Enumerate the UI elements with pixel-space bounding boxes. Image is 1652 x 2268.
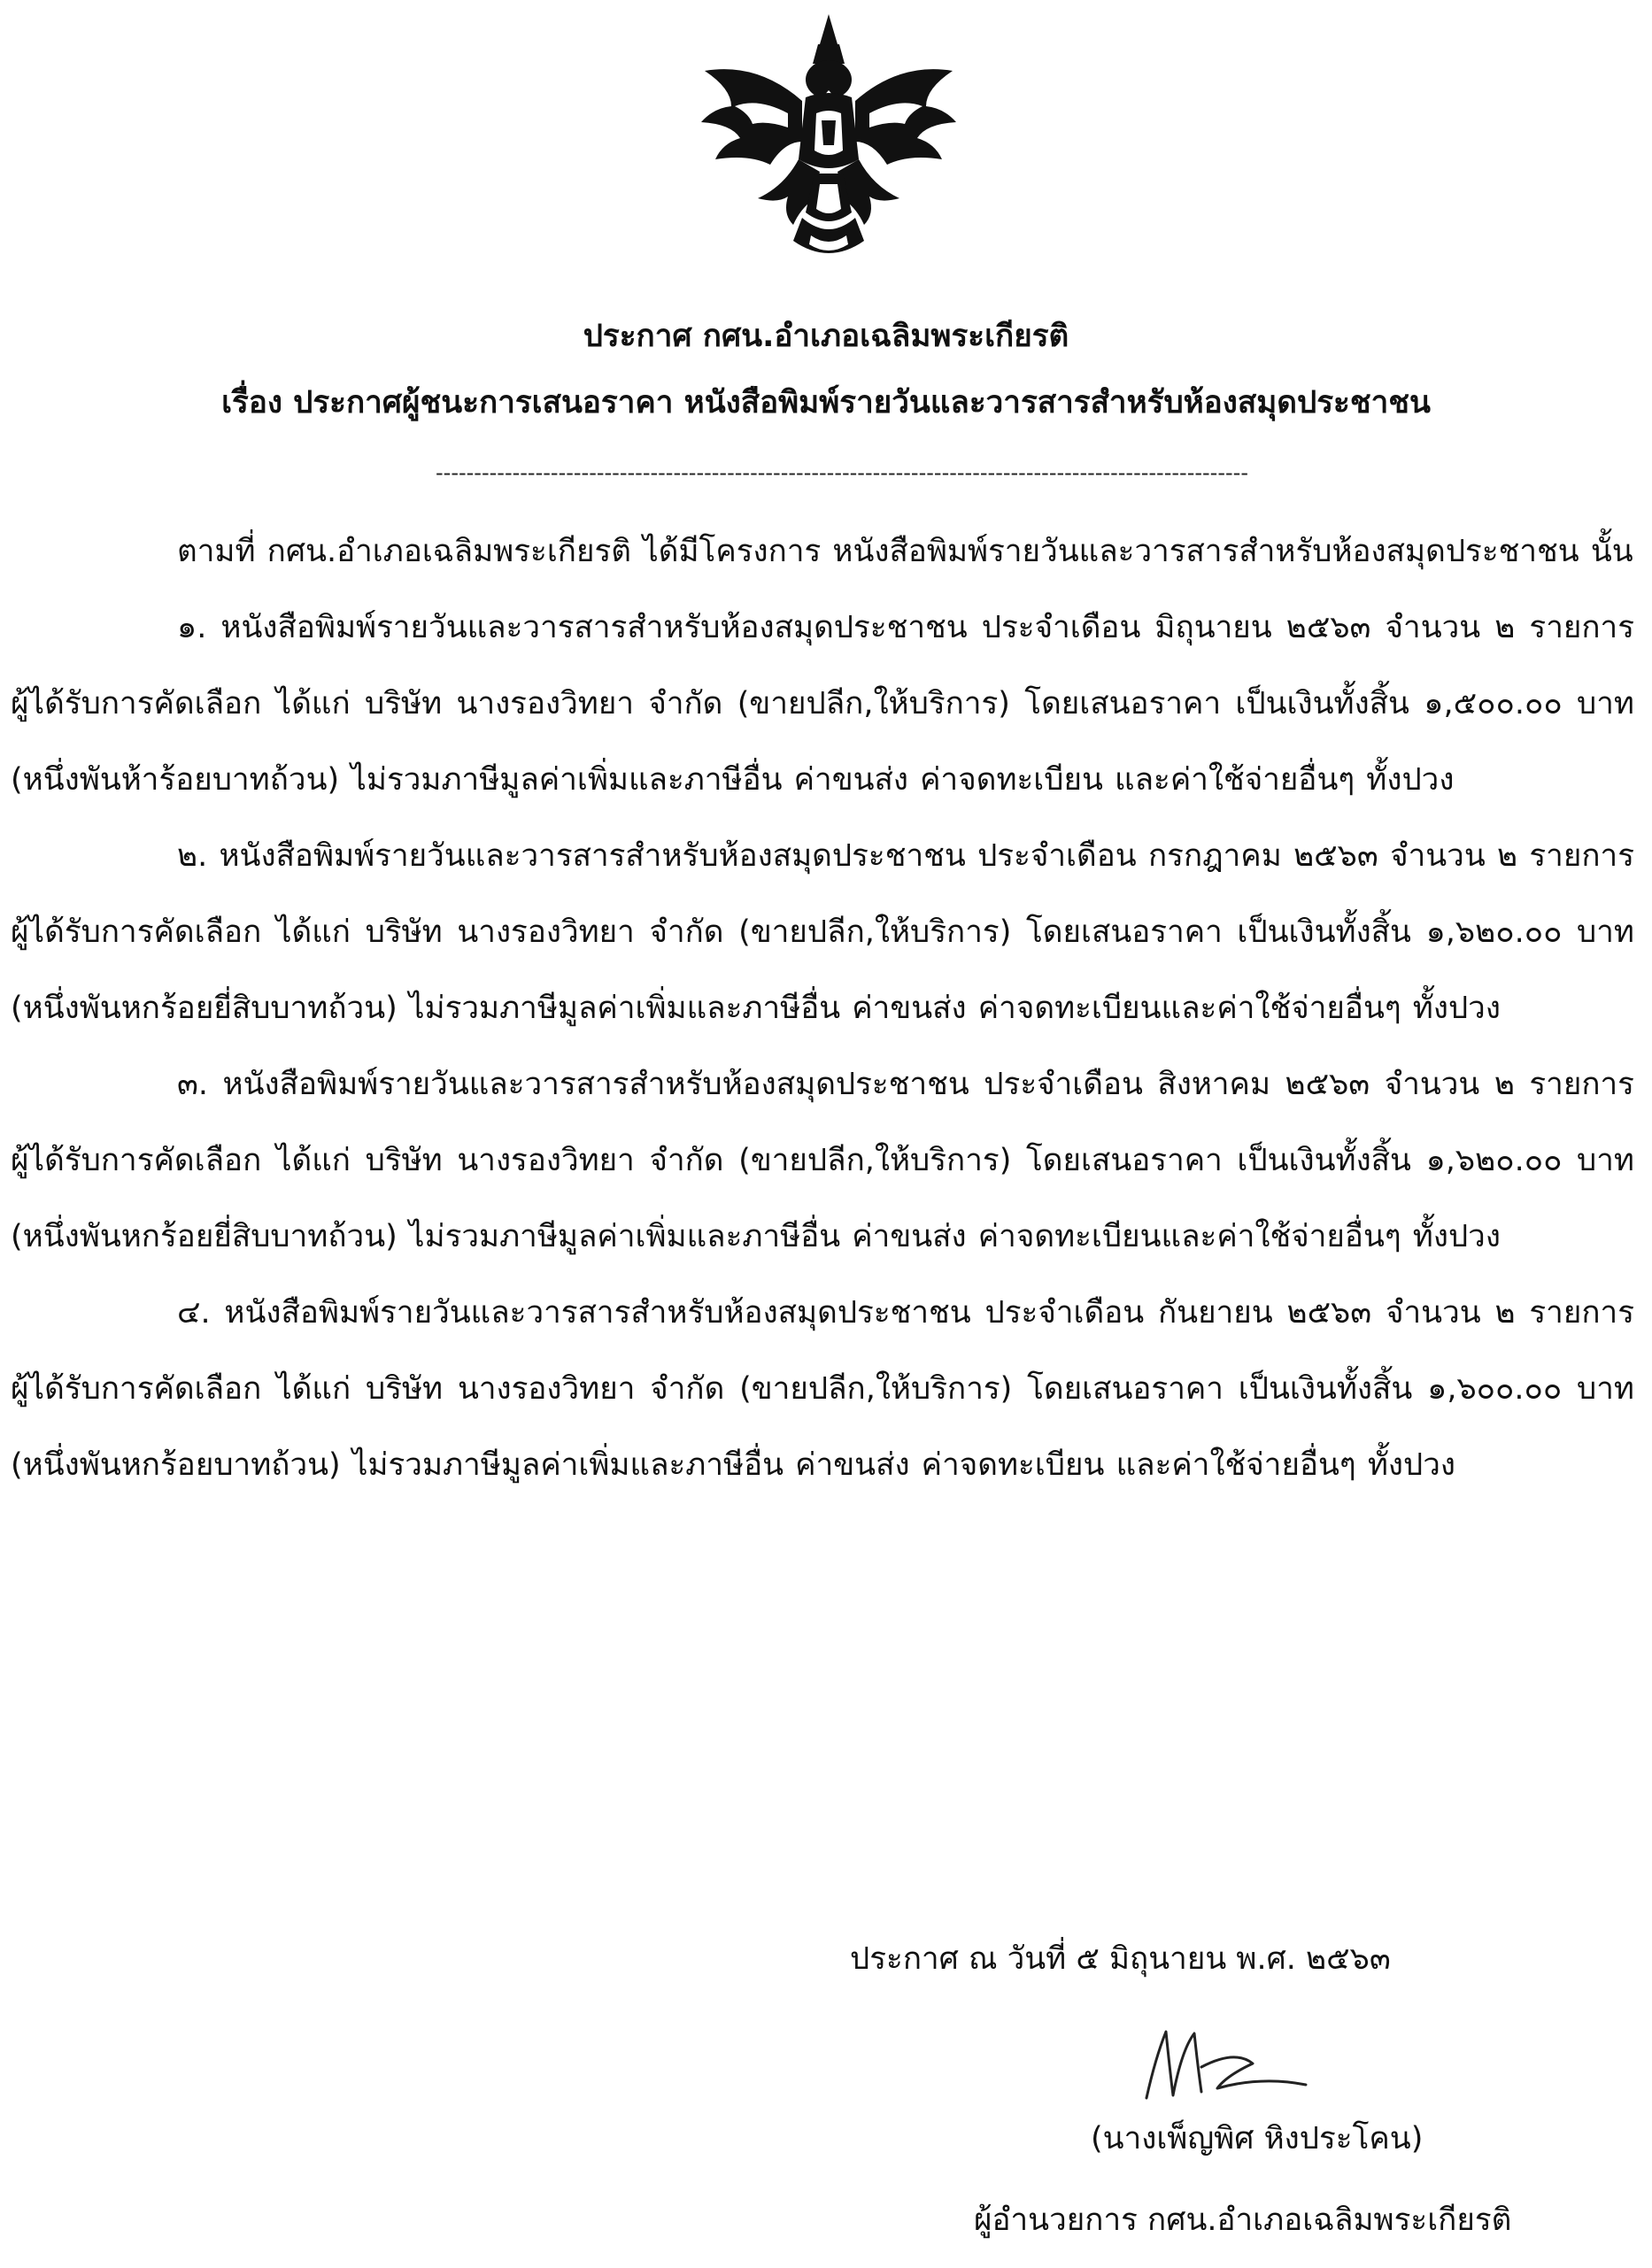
announcement-subject: เรื่อง ประกาศผู้ชนะการเสนอราคา หนังสือพิมพ์รายวันและวารสารสำหรับห้องสมุดประชาชน: [221, 385, 1431, 420]
signer-name: (นางเพ็ญพิศ หิงประโคน): [1091, 2121, 1424, 2156]
item-paragraph-1: ๑. หนังสือพิมพ์รายวันและวารสารสำหรับห้องสมุดประชาชน ประจำเดือน มิถุนายน ๒๕๖๓ จำนวน ๒ รายการ ผู้ได้รับการคัดเลือก ได้แก่ บริษัท นางรองวิทยา จำกัด (ขายปลีก,ให้บริการ) โดยเสนอราคา เป็นเงินทั้งสิ้น ๑,๕๐๐.๐๐ บาท (หนึ่งพันห้าร้อยบาทถ้วน) ไม่รวมภาษีมูลค่าเพิ่มและภาษีอื่น ค่าขนส่ง ค่าจดทะเบียน และค่าใช้จ่ายอื่นๆ ทั้งปวง: [11, 610, 1634, 798]
handwritten-signature: [1120, 2014, 1332, 2111]
item-paragraph-4: ๔. หนังสือพิมพ์รายวันและวารสารสำหรับห้องสมุดประชาชน ประจำเดือน กันยายน ๒๕๖๓ จำนวน ๒ รายการ ผู้ได้รับการคัดเลือก ได้แก่ บริษัท นางรองวิทยา จำกัด (ขายปลีก,ให้บริการ) โดยเสนอราคา เป็นเงินทั้งสิ้น ๑,๖๐๐.๐๐ บาท (หนึ่งพันหกร้อยบาทถ้วน) ไม่รวมภาษีมูลค่าเพิ่มและภาษีอื่น ค่าขนส่ง ค่าจดทะเบียน และค่าใช้จ่ายอื่นๆ ทั้งปวง: [11, 1295, 1634, 1483]
announcement-body: [0, 513, 1652, 1503]
announcement-title: ประกาศ กศน.อำเภอเฉลิมพระเกียรติ: [583, 319, 1069, 354]
garuda-emblem-icon: [696, 9, 961, 274]
signer-position: ผู้อำนวยการ กศน.อำเภอเฉลิมพระเกียรติ: [974, 2202, 1512, 2238]
item-paragraph-2: ๒. หนังสือพิมพ์รายวันและวารสารสำหรับห้องสมุดประชาชน ประจำเดือน กรกฎาคม ๒๕๖๓ จำนวน ๒ รายการ ผู้ได้รับการคัดเลือก ได้แก่ บริษัท นางรองวิทยา จำกัด (ขายปลีก,ให้บริการ) โดยเสนอราคา เป็นเงินทั้งสิ้น ๑,๖๒๐.๐๐ บาท (หนึ่งพันหกร้อยยี่สิบบาทถ้วน) ไม่รวมภาษีมูลค่าเพิ่มและภาษีอื่น ค่าขนส่ง ค่าจดทะเบียนและค่าใช้จ่ายอื่นๆ ทั้งปวง: [11, 838, 1634, 1026]
item-paragraph-3: ๓. หนังสือพิมพ์รายวันและวารสารสำหรับห้องสมุดประชาชน ประจำเดือน สิงหาคม ๒๕๖๓ จำนวน ๒ รายการ ผู้ได้รับการคัดเลือก ได้แก่ บริษัท นางรองวิทยา จำกัด (ขายปลีก,ให้บริการ) โดยเสนอราคา เป็นเงินทั้งสิ้น ๑,๖๒๐.๐๐ บาท (หนึ่งพันหกร้อยยี่สิบบาทถ้วน) ไม่รวมภาษีมูลค่าเพิ่มและภาษีอื่น ค่าขนส่ง ค่าจดทะเบียนและค่าใช้จ่ายอื่นๆ ทั้งปวง: [11, 1067, 1634, 1254]
intro-paragraph: ตามที่ กศน.อำเภอเฉลิมพระเกียรติ ได้มีโครงการ หนังสือพิมพ์รายวันและวารสารสำหรับห้องสมุดประชาชน นั้น: [177, 534, 1633, 569]
separator-line: ----------------------------------------------------------------------------------------------------------: [436, 460, 1248, 485]
announcement-date: ประกาศ ณ วันที่ ๕ มิถุนายน พ.ศ. ๒๕๖๓: [850, 1941, 1391, 1977]
